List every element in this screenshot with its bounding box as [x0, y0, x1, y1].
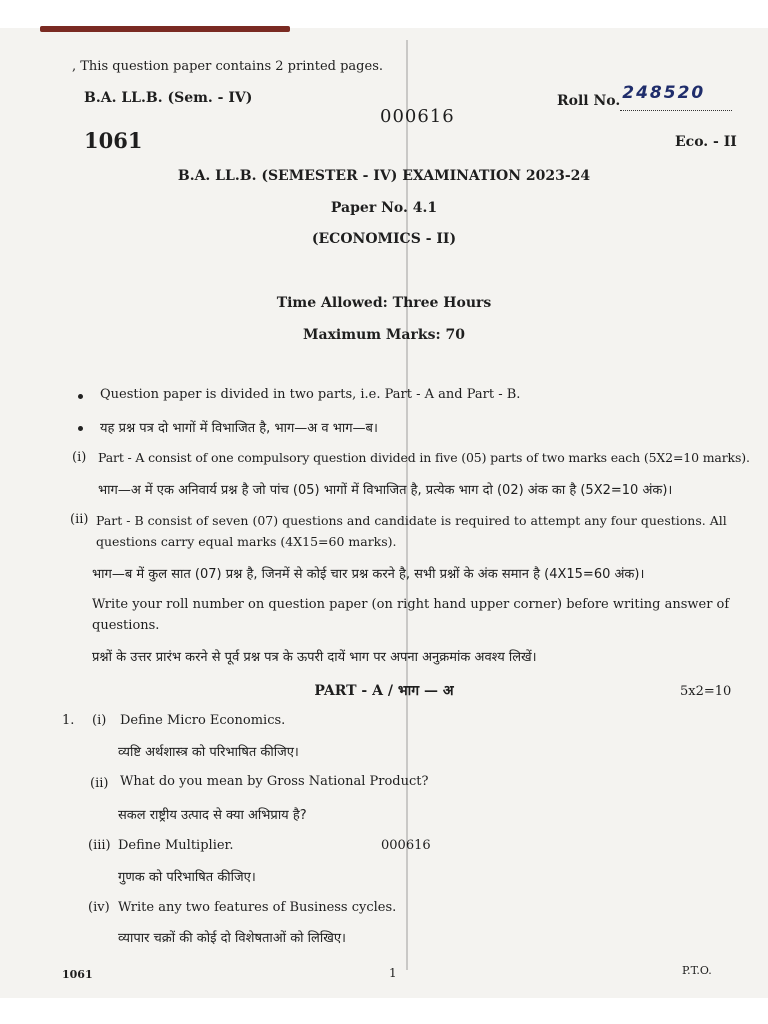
instruction-i-en: Part - A consist of one compulsory question divided in five (05) parts of two marks each (5X2=10 marks).	[98, 450, 750, 465]
roll-number-handwritten: 248520	[622, 83, 706, 103]
q1-ii-label: (ii)	[90, 776, 109, 791]
exam-title: B.A. LL.B. (SEMESTER - IV) EXAMINATION 2023-24	[177, 168, 591, 184]
instruction-ii-hi: भाग—ब में कुल सात (07) प्रश्न है, जिनमें से कोई चार प्रश्न करने है, सभी प्रश्नों के अंक समान है (4X15=60 अंक)।	[92, 567, 645, 582]
q1-iii-hindi: गुणक को परिभाषित कीजिए।	[118, 870, 256, 885]
instruction-ii-en: Part - B consist of seven (07) questions and candidate is required to attempt any four questions. All questions carry equal marks (4X15=60 marks).	[96, 513, 727, 549]
q1-iv-hindi: व्यापार चक्रों की कोई दो विशेषताओं को लिखिए।	[118, 931, 346, 946]
instruction-parts-en: Question paper is divided in two parts, i.e. Part - A and Part - B.	[100, 387, 521, 402]
instruction-ii-label: (ii)	[70, 512, 89, 527]
page-number: 1	[389, 966, 397, 980]
pto-note: P.T.O.	[682, 964, 712, 977]
printed-pages-note: , This question paper contains 2 printed pages.	[72, 59, 383, 74]
instruction-parts-hi: यह प्रश्न पत्र दो भागों में विभाजित है, भाग—अ व भाग—ब।	[100, 421, 378, 436]
q1-iii-label: (iii)	[88, 838, 111, 853]
q1-iv-text: Write any two features of Business cycles.	[118, 900, 397, 915]
instruction-i-hi: भाग—अ में एक अनिवार्य प्रश्न है जो पांच (05) भागों में विभाजित है, प्रत्येक भाग दो (02) अंक का है (5X2=10 अंक)।	[98, 483, 673, 498]
part-a-heading: PART - A / भाग — अ	[314, 683, 454, 699]
q1-i-label: (i)	[92, 713, 107, 728]
roll-number-note-hi: प्रश्नों के उत्तर प्रारंभ करने से पूर्व प्रश्न पत्र के ऊपरी दायें भाग पर अपना अनुक्रमांक अवश्य लिखें।	[92, 650, 537, 665]
course-short: B.A. LL.B. (Sem. - IV)	[84, 90, 253, 106]
instruction-i-label: (i)	[72, 450, 87, 465]
roll-number-note-en: Write your roll number on question paper (on right hand upper corner) before writing answer of questions.	[92, 597, 730, 633]
serial-number: 000616	[380, 106, 455, 127]
q1-ii-text: What do you mean by Gross National Product?	[120, 774, 429, 789]
top-edge-band	[40, 26, 290, 32]
bullet-dot	[78, 426, 83, 431]
footer-code: 1061	[62, 968, 93, 981]
maximum-marks: Maximum Marks: 70	[303, 327, 465, 343]
q1-i-hindi: व्यष्टि अर्थशास्त्र को परिभाषित कीजिए।	[118, 745, 299, 760]
part-a-marks: 5x2=10	[680, 684, 732, 699]
q1-iii-text: Define Multiplier.	[118, 838, 234, 853]
q1-iv-label: (iv)	[88, 900, 110, 915]
paper-code: 1061	[84, 128, 143, 153]
time-allowed: Time Allowed: Three Hours	[276, 295, 492, 311]
roll-label: Roll No.	[557, 93, 621, 109]
subject-title: (ECONOMICS - II)	[311, 231, 457, 247]
bullet-dot	[78, 394, 83, 399]
paper-number: Paper No. 4.1	[330, 200, 438, 216]
question-number: 1.	[62, 713, 75, 728]
roll-number-field	[557, 83, 732, 111]
q1-i-text: Define Micro Economics.	[120, 713, 286, 728]
subject-short: Eco. - II	[675, 134, 737, 150]
q1-ii-hindi: सकल राष्ट्रीय उत्पाद से क्या अभिप्राय है?	[118, 808, 307, 823]
stamp-serial-number: 000616	[381, 838, 431, 853]
